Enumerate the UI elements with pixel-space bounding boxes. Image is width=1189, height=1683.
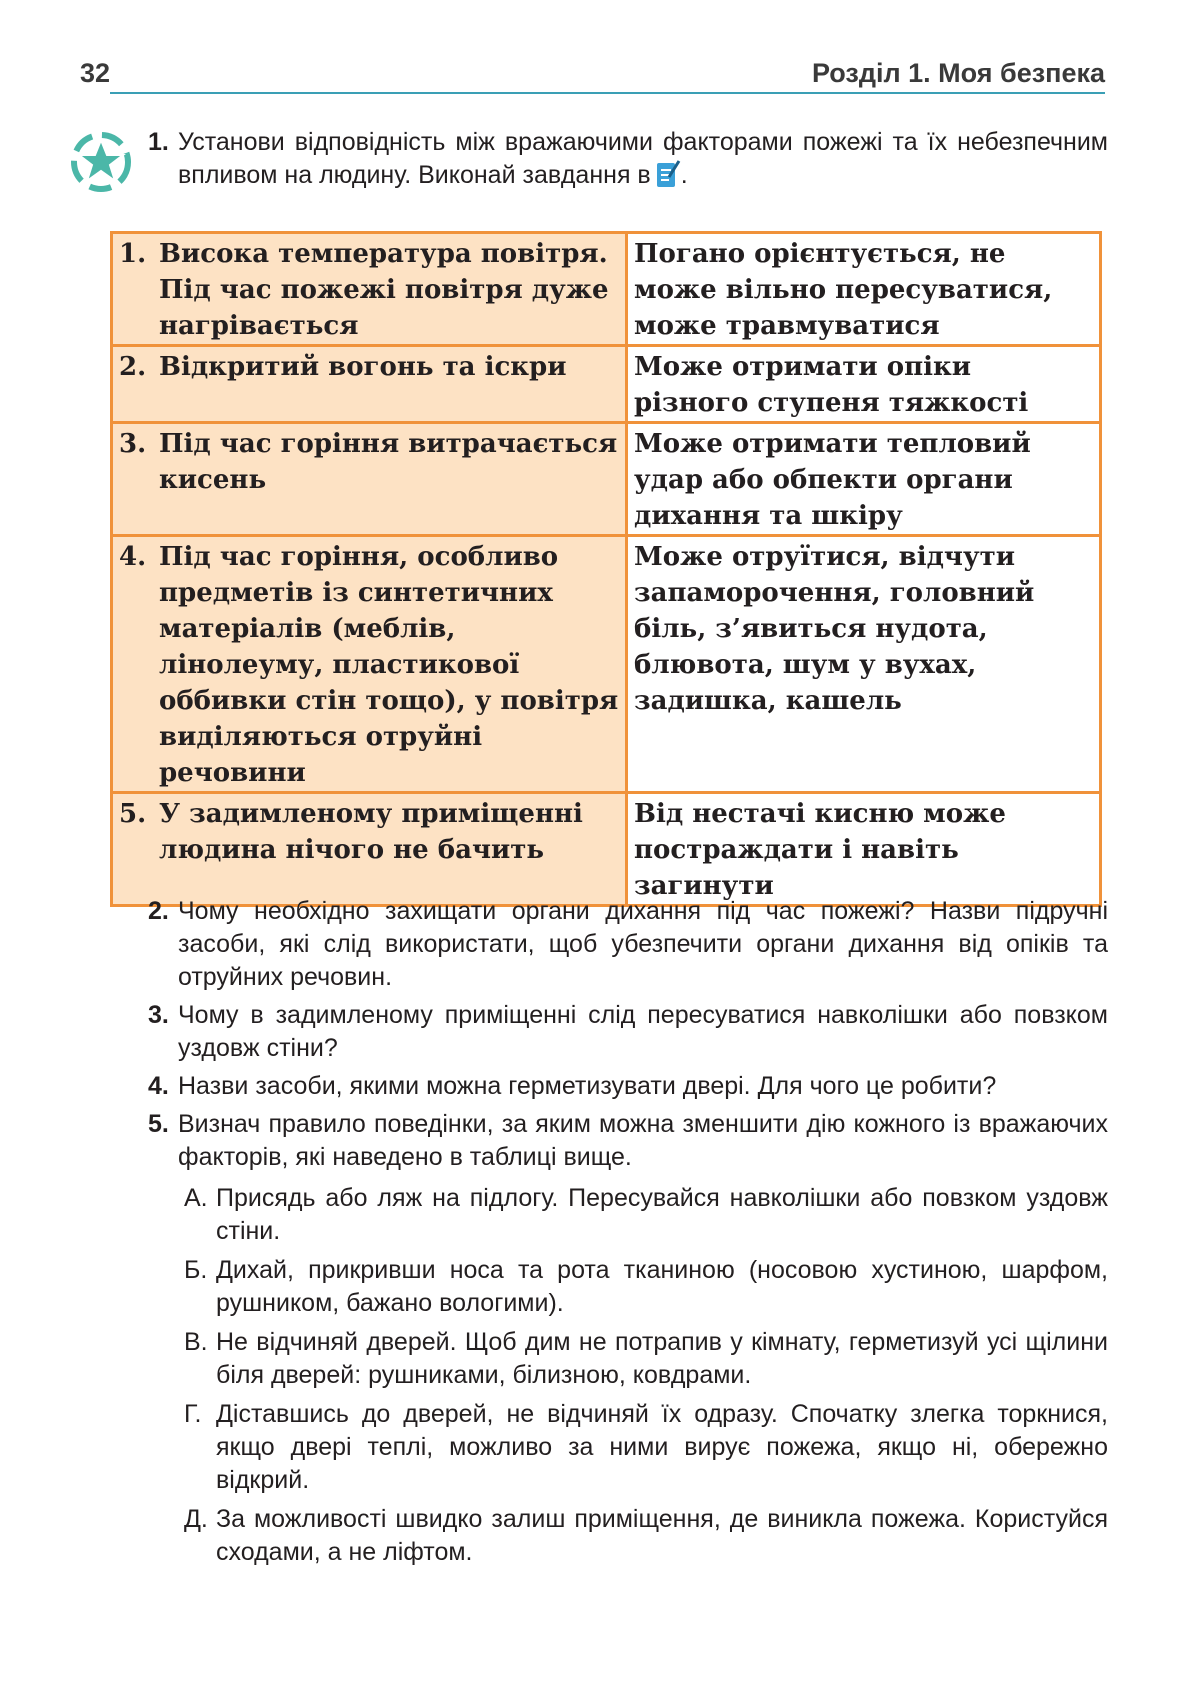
- effect-text: Від нестачі кисню може постраждати і навіть загинути: [634, 799, 1006, 901]
- effect-text: Може отруїтися, відчути запаморочення, головний біль, з’явиться нудота, блювота, шум у вухах, задишка, кашель: [634, 542, 1035, 716]
- option-letter: Г.: [184, 1400, 202, 1428]
- option-text: Присядь або ляж на підлогу. Пересувайся навколішки або повзком уздовж стіни.: [216, 1184, 1108, 1245]
- effect-cell: [627, 346, 1101, 423]
- table-row: [112, 536, 1101, 793]
- question-item: [148, 895, 1108, 994]
- star-icon: [70, 130, 132, 192]
- factor-cell: [112, 233, 627, 346]
- question-number: 3.: [148, 1001, 169, 1029]
- option-text: За можливості швидко залиш приміщення, де виникла пожежа. Користуйся сходами, а не ліфтом.: [216, 1505, 1108, 1566]
- factor-text: Відкритий вогонь та іскри: [159, 352, 567, 382]
- section-title: Розділ 1. Моя безпека: [811, 58, 1105, 88]
- question-number: 4.: [148, 1072, 169, 1100]
- question-item: [148, 999, 1108, 1065]
- option-letter: В.: [184, 1328, 208, 1356]
- header-divider: [110, 92, 1105, 94]
- page-header: [80, 58, 1105, 94]
- factor-number: 1.: [119, 239, 147, 269]
- workbook-icon: [655, 159, 681, 189]
- question-number: 2.: [148, 897, 169, 925]
- question-item: [148, 1070, 1108, 1103]
- question-item: [148, 1108, 1108, 1174]
- effect-text: Погано орієнтується, не може вільно пересуватися, може травмуватися: [634, 239, 1053, 341]
- question-text: Назви засоби, якими можна герметизувати двері. Для чого це робити?: [178, 1072, 997, 1100]
- option-letter: Б.: [184, 1256, 208, 1284]
- table-row: [112, 233, 1101, 346]
- option-letter: Д.: [184, 1505, 208, 1533]
- option-text: Дихай, прикривши носа та рота тканиною (носовою хустиною, шарфом, рушником, бажано вологими).: [216, 1256, 1108, 1317]
- effect-cell: [627, 793, 1101, 906]
- factor-text: Під час горіння витрачається кисень: [159, 429, 618, 495]
- factor-number: 5.: [119, 799, 147, 829]
- option-item: [184, 1182, 1108, 1248]
- question-number: 5.: [148, 1110, 169, 1138]
- task-text: [178, 126, 1108, 192]
- option-letter: А.: [184, 1184, 208, 1212]
- option-text: Діставшись до дверей, не відчиняй їх одразу. Спочатку злегка торкнися, якщо двері теплі, можливо за ними вирує пожежа, якщо ні, обережно відкрий.: [216, 1400, 1108, 1494]
- task-number: 1.: [148, 128, 169, 156]
- option-item: [184, 1326, 1108, 1392]
- factor-number: 3.: [119, 429, 147, 459]
- factor-cell: [112, 423, 627, 536]
- option-text: Не відчиняй дверей. Щоб дим не потрапив у кімнату, герметизуй усі щілини біля дверей: рушниками, білизною, ковдрами.: [216, 1328, 1108, 1389]
- table-row: [112, 423, 1101, 536]
- factor-number: 2.: [119, 352, 147, 382]
- factor-cell: [112, 536, 627, 793]
- effect-cell: [627, 536, 1101, 793]
- task-1-end: .: [680, 161, 688, 189]
- factor-cell: [112, 346, 627, 423]
- question-text: Чому в задимленому приміщенні слід пересуватися навколішки або повзком уздовж стіни?: [178, 1001, 1108, 1062]
- effect-text: Може отримати опіки різного ступеня тяжкості: [634, 352, 1029, 418]
- matching-table: [110, 231, 1102, 907]
- factor-text: Висока температура повітря. Під час пожежі повітря дуже нагрівається: [159, 239, 609, 341]
- option-item: [184, 1254, 1108, 1320]
- table-row: [112, 346, 1101, 423]
- table-row: [112, 793, 1101, 906]
- page-number: 32: [80, 58, 111, 88]
- questions-list: [148, 895, 1108, 1575]
- factor-number: 4.: [119, 542, 147, 572]
- effect-text: Може отримати тепловий удар або обпекти органи дихання та шкіру: [634, 429, 1031, 531]
- factor-cell: [112, 793, 627, 906]
- effect-cell: [627, 423, 1101, 536]
- question-text: Чому необхідно захищати органи дихання під час пожежі? Назви підручні засоби, які слід використати, щоб убезпечити органи дихання від опіків та отруйних речовин.: [178, 897, 1108, 991]
- factor-text: Під час горіння, особливо предметів із синтетичних матеріалів (меблів, лінолеуму, пластикової оббивки стін тощо), у повітря виділяються отруйні речовини: [159, 542, 619, 788]
- question-text: Визнач правило поведінки, за яким можна зменшити дію кожного із вражаючих факторів, які наведено в таблиці вище.: [178, 1110, 1108, 1171]
- answer-options: [184, 1182, 1108, 1569]
- factor-text: У задимленому приміщенні людина нічого не бачить: [159, 799, 583, 865]
- option-item: [184, 1503, 1108, 1569]
- task-1-text: Установи відповідність між вражаючими факторами пожежі та їх небезпечним впливом на людину. Виконай завдання в: [178, 128, 1108, 189]
- effect-cell: [627, 233, 1101, 346]
- task-1: [148, 126, 1108, 192]
- option-item: [184, 1398, 1108, 1497]
